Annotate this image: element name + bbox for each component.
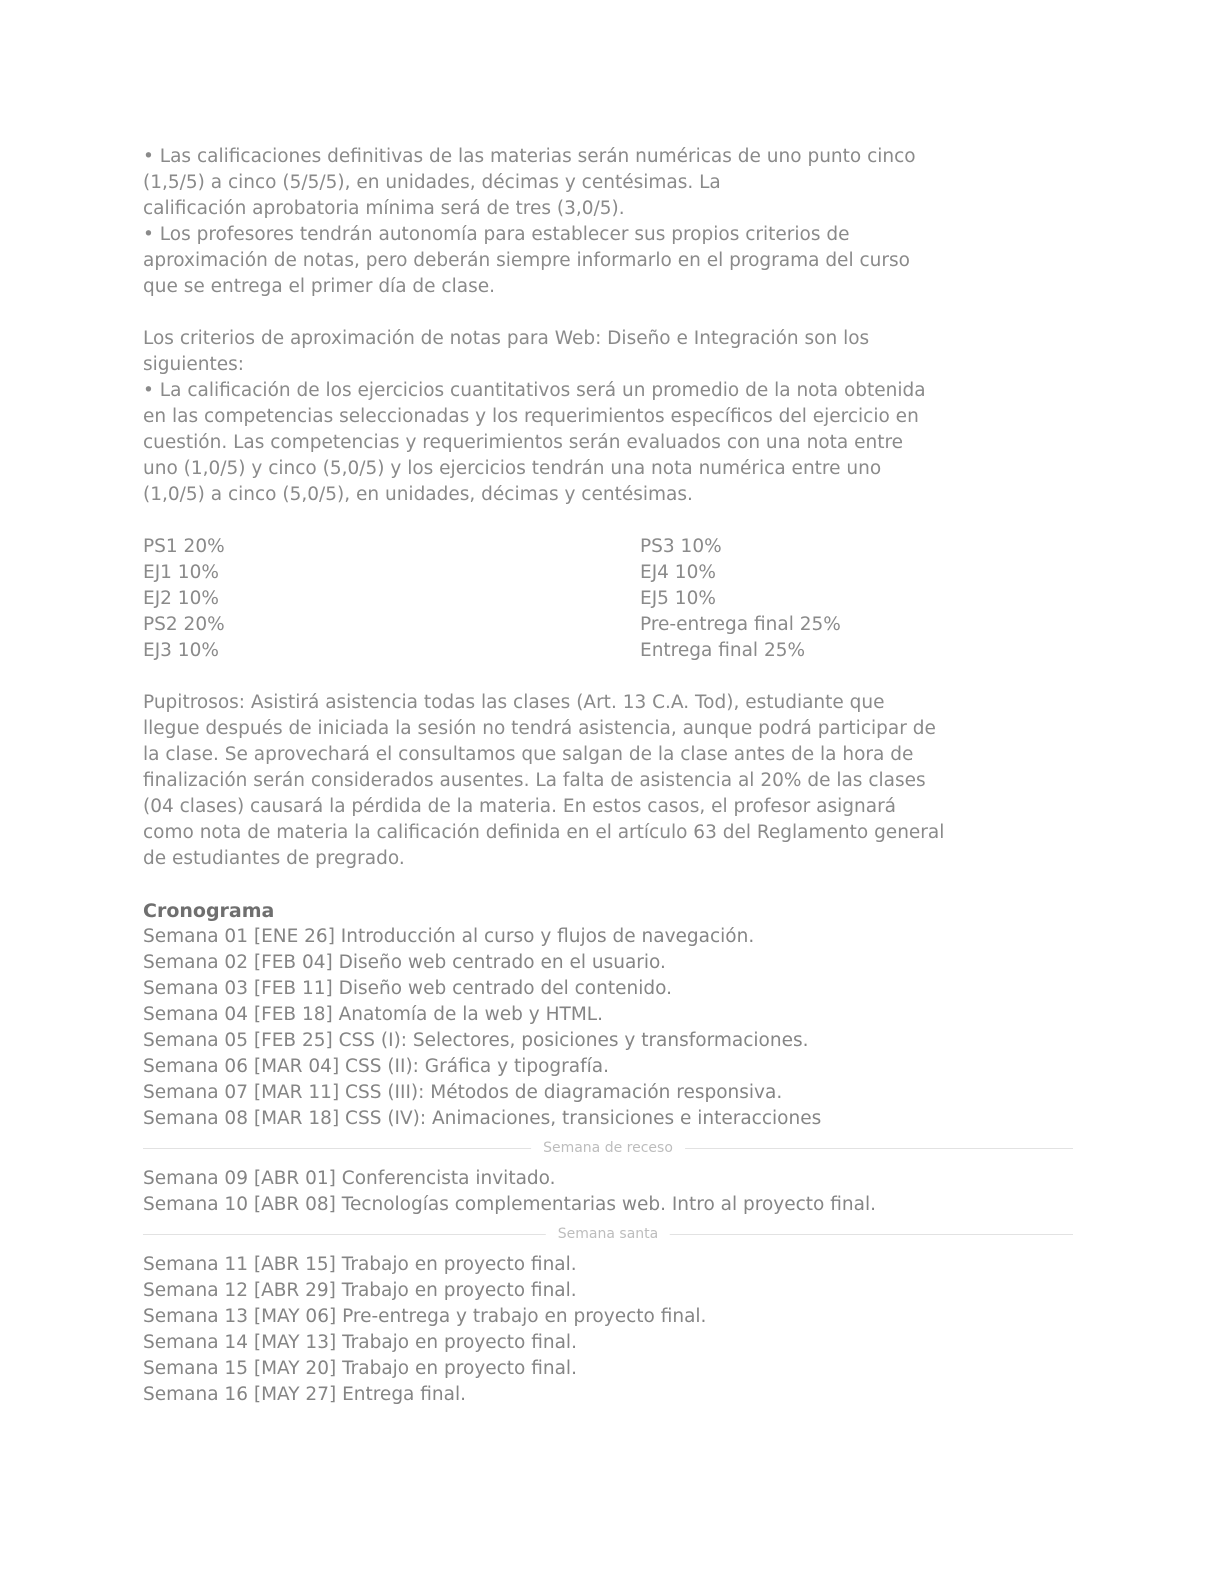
grade-weight-item: EJ5 10%: [640, 588, 716, 609]
schedule-row: Semana 08 [MAR 18] CSS (IV): Animaciones, transiciones e interacciones: [143, 1108, 822, 1129]
text-line: la clase. Se aprovechará el consultamos que salgan de la clase antes de la hora de: [143, 744, 914, 765]
schedule-row: Semana 04 [FEB 18] Anatomía de la web y HTML.: [143, 1004, 603, 1025]
grade-weight-item: PS1 20%: [143, 536, 225, 557]
grading-rules-paragraph: [143, 144, 1073, 300]
text-line: finalización serán considerados ausentes. La falta de asistencia al 20% de las clases: [143, 770, 926, 791]
divider-label: Semana santa: [546, 1224, 670, 1244]
text-line: Los criterios de aproximación de notas para Web: Diseño e Integración son los: [143, 328, 870, 349]
grade-weight-item: Pre-entrega final 25%: [640, 614, 841, 635]
text-line: uno (1,0/5) y cinco (5,0/5) y los ejercicios tendrán una nota numérica entre uno: [143, 458, 882, 479]
schedule-row: Semana 15 [MAY 20] Trabajo en proyecto final.: [143, 1358, 577, 1379]
grade-weight-item: EJ3 10%: [143, 640, 219, 661]
text-line: calificación aprobatoria mínima será de tres (3,0/5).: [143, 198, 625, 219]
text-line: siguientes:: [143, 354, 245, 375]
schedule-row: Semana 11 [ABR 15] Trabajo en proyecto final.: [143, 1254, 577, 1275]
text-line: llegue después de iniciada la sesión no tendrá asistencia, aunque podrá participar de: [143, 718, 936, 739]
divider-label: Semana de receso: [531, 1138, 685, 1158]
text-line: que se entrega el primer día de clase.: [143, 276, 495, 297]
approximation-criteria-paragraph: [143, 326, 1073, 508]
attendance-paragraph: [143, 690, 1073, 872]
grade-weight-item: Entrega final 25%: [640, 640, 806, 661]
schedule-row: Semana 05 [FEB 25] CSS (I): Selectores, posiciones y transformaciones.: [143, 1030, 809, 1051]
schedule-row: Semana 03 [FEB 11] Diseño web centrado del contenido.: [143, 978, 672, 999]
text-line: • Las calificaciones definitivas de las materias serán numéricas de uno punto cinco: [143, 146, 916, 167]
text-line: en las competencias seleccionadas y los requerimientos específicos del ejercicio en: [143, 406, 919, 427]
schedule-heading: Cronograma: [143, 900, 275, 922]
text-line: (1,0/5) a cinco (5,0/5), en unidades, décimas y centésimas.: [143, 484, 693, 505]
schedule-row: Semana 12 [ABR 29] Trabajo en proyecto final.: [143, 1280, 577, 1301]
schedule-row: Semana 01 [ENE 26] Introducción al curso y flujos de navegación.: [143, 926, 755, 947]
grade-weight-item: EJ2 10%: [143, 588, 219, 609]
grade-weight-item: PS2 20%: [143, 614, 225, 635]
document-page: [143, 144, 1073, 1408]
schedule-row: Semana 10 [ABR 08] Tecnologías complementarias web. Intro al proyecto final.: [143, 1194, 876, 1215]
text-line: (04 clases) causará la pérdida de la materia. En estos casos, el profesor asignará: [143, 796, 897, 817]
schedule-row: Semana 06 [MAR 04] CSS (II): Gráfica y tipografía.: [143, 1056, 609, 1077]
text-line: de estudiantes de pregrado.: [143, 848, 405, 869]
schedule-row: Semana 14 [MAY 13] Trabajo en proyecto final.: [143, 1332, 577, 1353]
grade-weight-item: EJ4 10%: [640, 562, 716, 583]
text-line: • Los profesores tendrán autonomía para establecer sus propios criterios de: [143, 224, 850, 245]
text-line: (1,5/5) a cinco (5/5/5), en unidades, décimas y centésimas. La: [143, 172, 721, 193]
schedule-row: Semana 02 [FEB 04] Diseño web centrado en el usuario.: [143, 952, 666, 973]
schedule-section: [143, 898, 1073, 1408]
schedule-row: Semana 16 [MAY 27] Entrega final.: [143, 1384, 467, 1405]
text-line: Pupitrosos: Asistirá asistencia todas las clases (Art. 13 C.A. Tod), estudiante que: [143, 692, 885, 713]
schedule-row: Semana 13 [MAY 06] Pre-entrega y trabajo en proyecto final.: [143, 1306, 707, 1327]
holy-week-divider: [143, 1222, 1073, 1246]
text-line: aproximación de notas, pero deberán siempre informarlo en el programa del curso: [143, 250, 910, 271]
schedule-row: Semana 09 [ABR 01] Conferencista invitado.: [143, 1168, 556, 1189]
recess-divider: [143, 1136, 1073, 1160]
grade-weights: [143, 534, 1073, 664]
schedule-row: Semana 07 [MAR 11] CSS (III): Métodos de diagramación responsiva.: [143, 1082, 783, 1103]
text-line: • La calificación de los ejercicios cuantitativos será un promedio de la nota obtenida: [143, 380, 926, 401]
text-line: como nota de materia la calificación definida en el artículo 63 del Reglamento general: [143, 822, 945, 843]
text-line: cuestión. Las competencias y requerimientos serán evaluados con una nota entre: [143, 432, 904, 453]
grade-weight-item: EJ1 10%: [143, 562, 219, 583]
grade-weight-item: PS3 10%: [640, 536, 722, 557]
